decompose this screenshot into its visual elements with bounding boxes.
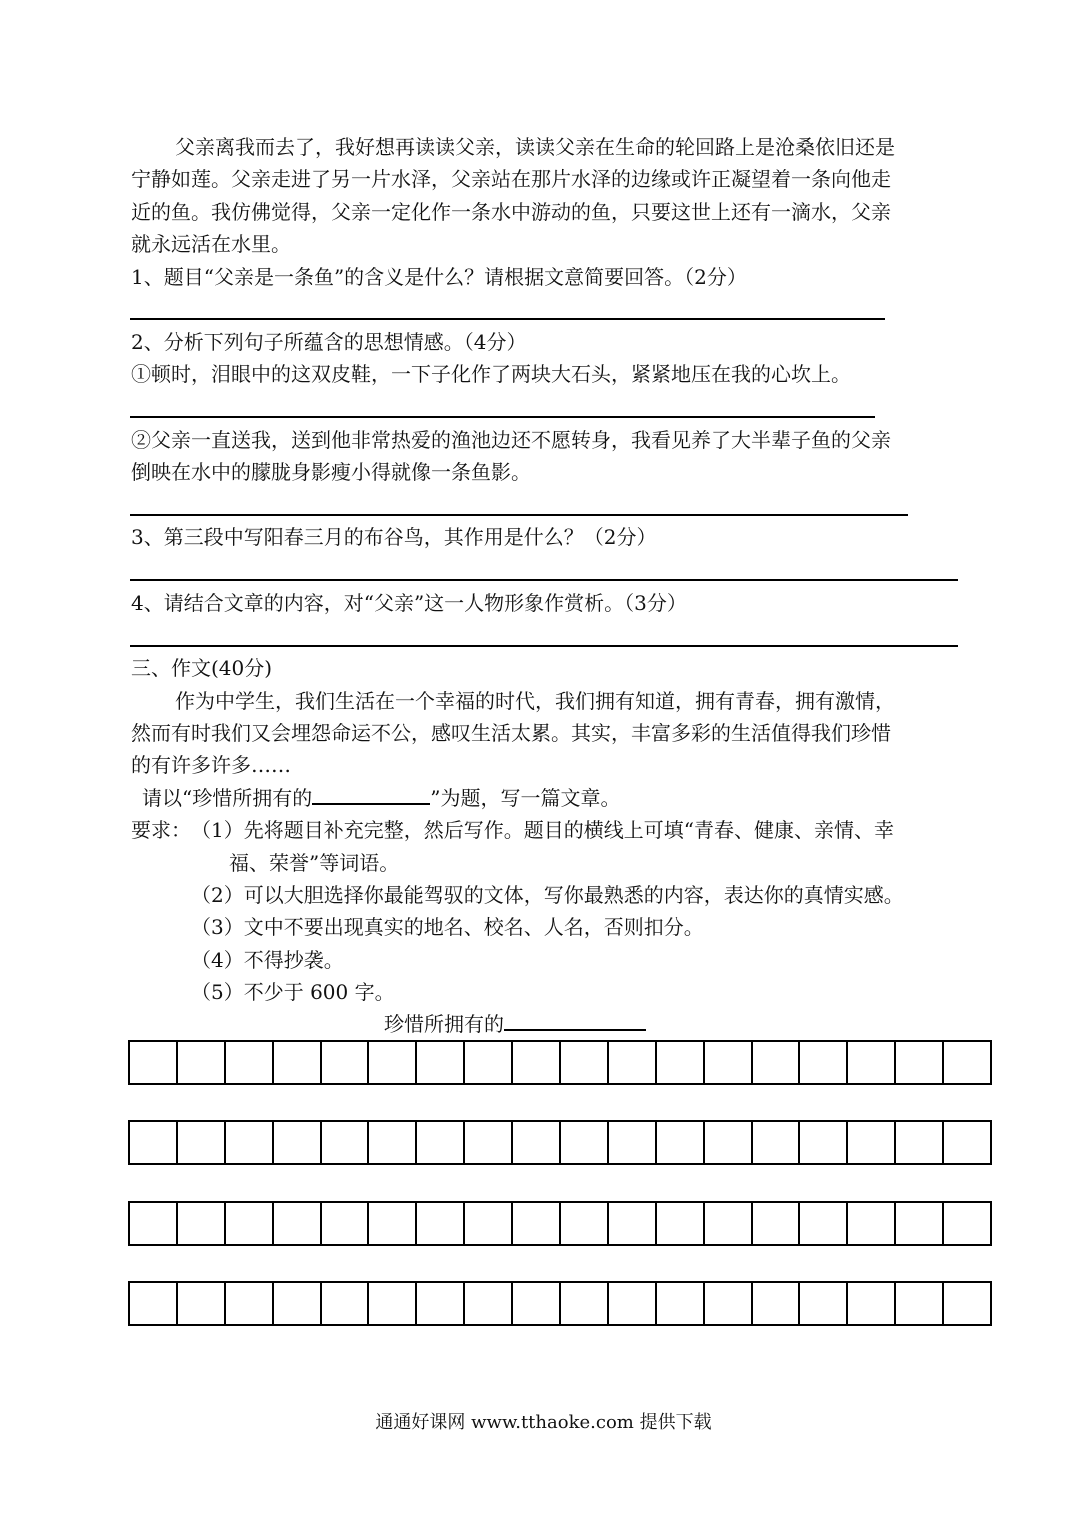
writing-grid-cell[interactable] [130,1203,178,1244]
writing-grid-cell[interactable] [369,1283,417,1324]
writing-grid-row[interactable] [128,1040,992,1085]
composition-intro-2: 然而有时我们又会埋怨命运不公，感叹生活太累。其实，丰富多彩的生活值得我们珍惜 [131,721,891,745]
writing-grid-cell[interactable] [705,1042,753,1083]
writing-grid-cell[interactable] [609,1122,657,1163]
writing-grid-cell[interactable] [561,1283,609,1324]
answer-line-4[interactable] [130,645,958,647]
writing-grid-cell[interactable] [609,1283,657,1324]
writing-grid-cell[interactable] [513,1203,561,1244]
writing-grid-cell[interactable] [226,1283,274,1324]
composition-intro-3: 的有许多许多…… [131,753,291,777]
answer-line-2b[interactable] [130,514,908,516]
requirement-1-line-2: 福、荣誉”等词语。 [229,851,400,875]
requirement-4: （4）不得抄袭。 [191,948,344,972]
writing-grid-cell[interactable] [705,1203,753,1244]
writing-grid-cell[interactable] [896,1122,944,1163]
writing-grid-cell[interactable] [944,1042,990,1083]
writing-grid-cell[interactable] [705,1283,753,1324]
writing-grid-cell[interactable] [513,1122,561,1163]
writing-grid-cell[interactable] [322,1042,370,1083]
prompt-after: ”为题，写一篇文章。 [430,786,621,810]
writing-grid-cell[interactable] [657,1122,705,1163]
writing-grid-cell[interactable] [465,1122,513,1163]
answer-line-2a[interactable] [130,416,875,418]
writing-grid-row[interactable] [128,1201,992,1246]
writing-grid-cell[interactable] [226,1042,274,1083]
writing-grid-cell[interactable] [944,1283,990,1324]
writing-grid-cell[interactable] [561,1203,609,1244]
writing-grid-cell[interactable] [848,1042,896,1083]
prompt-before: 请以“珍惜所拥有的 [142,786,313,810]
writing-grid-cell[interactable] [753,1283,801,1324]
answer-line-1[interactable] [130,318,885,320]
writing-grid-cell[interactable] [800,1283,848,1324]
writing-grid-cell[interactable] [800,1122,848,1163]
writing-grid-cell[interactable] [657,1042,705,1083]
writing-grid-cell[interactable] [609,1203,657,1244]
writing-grid-cell[interactable] [130,1122,178,1163]
writing-grid-cell[interactable] [657,1203,705,1244]
writing-grid-cell[interactable] [561,1122,609,1163]
question-2-sentence-2-line-1: ②父亲一直送我，送到他非常热爱的渔池边还不愿转身，我看见养了大半辈子鱼的父亲 [131,428,891,452]
writing-grid-cell[interactable] [848,1122,896,1163]
writing-grid-cell[interactable] [609,1042,657,1083]
requirement-3: （3）文中不要出现真实的地名、校名、人名，否则扣分。 [191,915,704,939]
writing-grid-cell[interactable] [417,1283,465,1324]
question-2-sentence-1: ①顿时，泪眼中的这双皮鞋，一下子化作了两块大石头，紧紧地压在我的心坎上。 [131,362,851,386]
writing-grid-cell[interactable] [178,1283,226,1324]
writing-grid-cell[interactable] [753,1122,801,1163]
passage-line-1: 父亲离我而去了，我好想再读读父亲，读读父亲在生命的轮回路上是沧桑依旧还是 [175,135,895,159]
writing-grid-cell[interactable] [322,1122,370,1163]
writing-grid-cell[interactable] [657,1283,705,1324]
requirement-5: （5）不少于 600 字。 [191,980,395,1004]
writing-grid-cell[interactable] [465,1283,513,1324]
writing-grid-cell[interactable] [130,1042,178,1083]
writing-grid-cell[interactable] [274,1042,322,1083]
writing-grid-cell[interactable] [753,1042,801,1083]
writing-grid-cell[interactable] [417,1203,465,1244]
passage-line-2: 宁静如莲。父亲走进了另一片水泽，父亲站在那片水泽的边缘或许正凝望着一条向他走 [131,167,891,191]
composition-prompt [142,783,620,813]
question-4: 4、请结合文章的内容，对“父亲”这一人物形象作赏析。（3分） [131,591,687,615]
question-1: 1、题目“父亲是一条鱼”的含义是什么？请根据文意简要回答。（2分） [131,265,747,289]
prompt-blank[interactable] [312,783,430,805]
writing-grid-cell[interactable] [178,1042,226,1083]
writing-grid-cell[interactable] [226,1122,274,1163]
writing-grid-cell[interactable] [944,1203,990,1244]
writing-grid-cell[interactable] [369,1122,417,1163]
writing-grid-cell[interactable] [800,1042,848,1083]
writing-grid-cell[interactable] [896,1042,944,1083]
question-2-sentence-2-line-2: 倒映在水中的朦胧身影瘦小得就像一条鱼影。 [131,460,531,484]
footer-source: 通通好课网 www.tthaoke.com 提供下载 [375,1412,712,1433]
writing-grid-cell[interactable] [848,1283,896,1324]
writing-grid-cell[interactable] [130,1283,178,1324]
writing-grid-cell[interactable] [369,1203,417,1244]
writing-grid-cell[interactable] [322,1283,370,1324]
writing-grid-cell[interactable] [226,1203,274,1244]
writing-grid-cell[interactable] [465,1203,513,1244]
writing-grid-cell[interactable] [561,1042,609,1083]
question-2: 2、分析下列句子所蕴含的思想情感。（4分） [131,330,527,354]
writing-grid-cell[interactable] [322,1203,370,1244]
composition-intro-1: 作为中学生，我们生活在一个幸福的时代，我们拥有知道，拥有青春，拥有激情， [175,689,895,713]
writing-grid-row[interactable] [128,1120,992,1165]
writing-grid-cell[interactable] [513,1042,561,1083]
writing-grid-cell[interactable] [274,1283,322,1324]
question-3: 3、第三段中写阳春三月的布谷鸟，其作用是什么？（2分） [131,525,657,549]
writing-grid-cell[interactable] [417,1122,465,1163]
writing-grid-cell[interactable] [178,1203,226,1244]
passage-line-4: 就永远活在水里。 [131,232,291,256]
requirement-2: （2）可以大胆选择你最能驾驭的文体，写你最熟悉的内容，表达你的真情实感。 [191,883,904,907]
writing-grid-row[interactable] [128,1281,992,1326]
writing-grid-cell[interactable] [369,1042,417,1083]
writing-grid-cell[interactable] [465,1042,513,1083]
composition-heading: 三、作文(40分) [131,656,273,680]
requirement-1-line-1: （1）先将题目补充完整，然后写作。题目的横线上可填“青春、健康、亲情、幸 [191,818,894,842]
writing-grid-cell[interactable] [513,1283,561,1324]
writing-grid-cell[interactable] [417,1042,465,1083]
writing-grid-cell[interactable] [896,1283,944,1324]
writing-grid-cell[interactable] [896,1203,944,1244]
answer-line-3[interactable] [130,579,958,581]
writing-grid-cell[interactable] [274,1122,322,1163]
writing-grid-cell[interactable] [800,1203,848,1244]
writing-grid-cell[interactable] [705,1122,753,1163]
writing-grid-cell[interactable] [944,1122,990,1163]
requirements-label: 要求： [131,818,191,842]
composition-title-label: 珍惜所拥有的 [384,1012,504,1036]
composition-title-blank[interactable] [504,1009,646,1031]
writing-grid-cell[interactable] [753,1203,801,1244]
writing-grid-cell[interactable] [274,1203,322,1244]
passage-line-3: 近的鱼。我仿佛觉得，父亲一定化作一条水中游动的鱼，只要这世上还有一滴水，父亲 [131,200,891,224]
writing-grid-cell[interactable] [848,1203,896,1244]
writing-grid-cell[interactable] [178,1122,226,1163]
composition-title [384,1009,646,1039]
